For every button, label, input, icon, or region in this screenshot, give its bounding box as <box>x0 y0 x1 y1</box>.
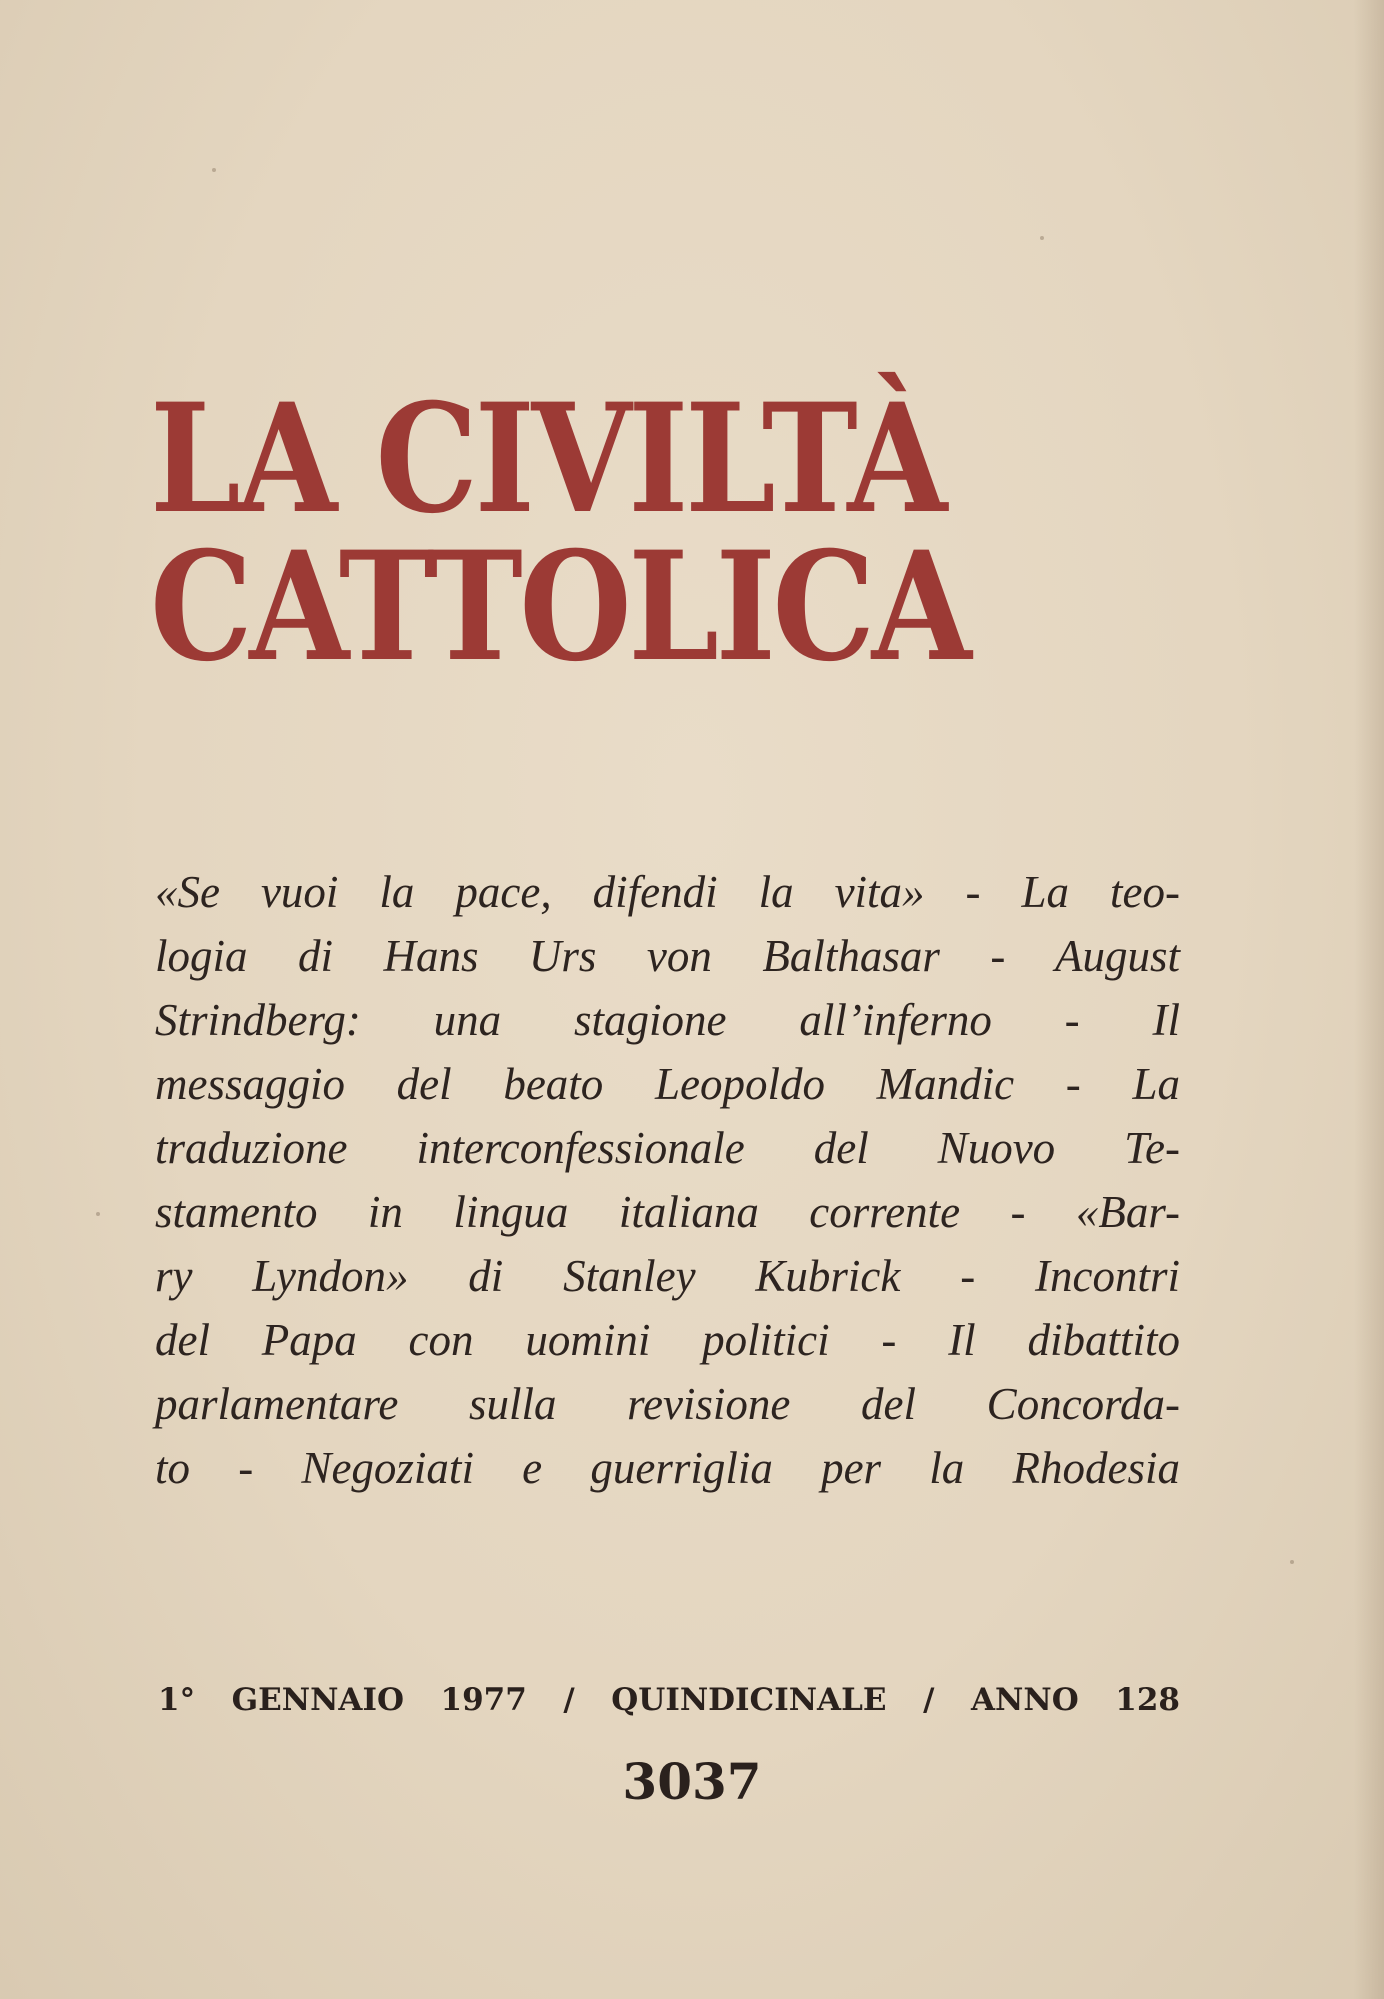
contents-line: parlamentare sulla revisione del Concorda- <box>155 1379 1180 1429</box>
masthead-line-1: LA CIVILTÀ <box>150 371 944 547</box>
contents-line: ry Lyndon» di Stanley Kubrick - Incontri <box>155 1251 1180 1301</box>
contents-line: «Se vuoi la pace, difendi la vita» - La teo- <box>155 867 1180 917</box>
page-edge-shadow <box>1354 0 1384 1999</box>
contents-line: traduzione interconfessionale del Nuovo Te- <box>155 1123 1180 1173</box>
contents-line: logia di Hans Urs von Balthasar - August <box>155 931 1180 981</box>
contents-line: to - Negoziati e guerriglia per la Rhodesia <box>155 1443 1180 1493</box>
paper-speck <box>96 1212 100 1216</box>
contents-line: Strindberg: una stagione all’inferno - Il <box>155 995 1180 1045</box>
contents-line: messaggio del beato Leopoldo Mandic - La <box>155 1059 1180 1109</box>
masthead-line-2: CATTOLICA <box>150 519 969 695</box>
paper-speck <box>1040 236 1044 240</box>
table-of-contents <box>155 860 1180 1500</box>
contents-line: del Papa con uomini politici - Il dibattito <box>155 1315 1180 1365</box>
paper-speck <box>1290 1560 1294 1564</box>
paper-speck <box>212 168 216 172</box>
issue-date-line: 1° GENNAIO 1977 / QUINDICINALE / ANNO 128 <box>158 1682 1180 1718</box>
issue-number: 3037 <box>622 1752 762 1811</box>
contents-line: stamento in lingua italiana corrente - «Bar- <box>155 1187 1180 1237</box>
masthead-title <box>150 371 1036 695</box>
